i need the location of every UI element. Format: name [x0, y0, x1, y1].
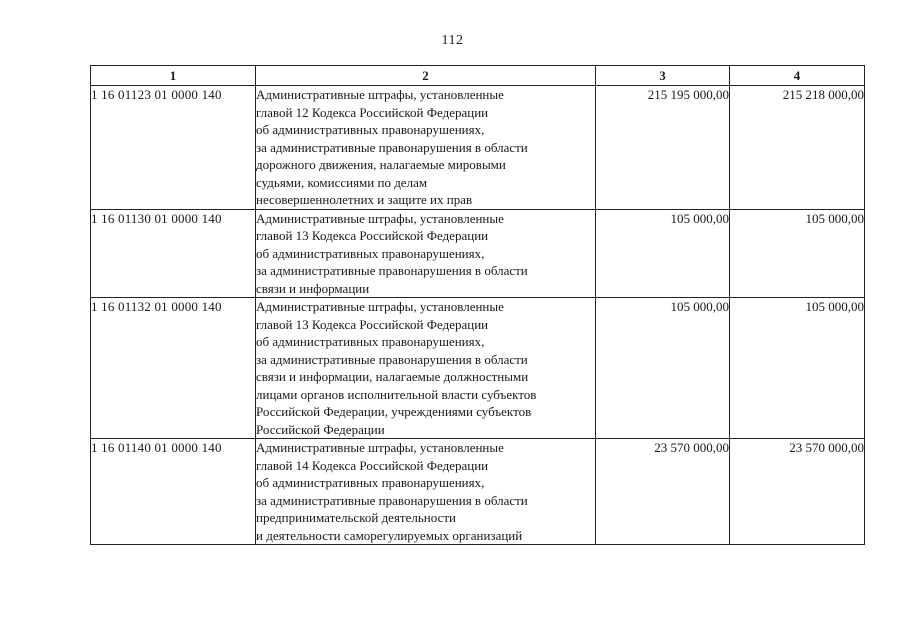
budget-classification-code: 1 16 01123 01 0000 140 [91, 86, 256, 210]
income-description [256, 86, 596, 210]
description-line: за административные правонарушения в области [256, 263, 528, 278]
table-row [91, 86, 865, 210]
amount-column-3: 23 570 000,00 [596, 439, 730, 545]
column-header-2: 2 [256, 66, 596, 86]
table-row [91, 209, 865, 298]
amount-column-3: 105 000,00 [596, 209, 730, 298]
description-line: дорожного движения, налагаемые мировыми [256, 157, 506, 172]
budget-classification-code: 1 16 01130 01 0000 140 [91, 209, 256, 298]
amount-column-4: 215 218 000,00 [730, 86, 865, 210]
amount-column-3: 105 000,00 [596, 298, 730, 439]
description-line: связи и информации [256, 280, 370, 296]
table-row [91, 298, 865, 439]
table-row [91, 439, 865, 545]
description-line: Российской Федерации [256, 421, 385, 437]
description-line: Административные штрафы, установленные [256, 299, 504, 314]
income-description [256, 298, 596, 439]
amount-column-3: 215 195 000,00 [596, 86, 730, 210]
description-line: об административных правонарушениях, [256, 475, 485, 490]
budget-classification-code: 1 16 01132 01 0000 140 [91, 298, 256, 439]
amount-column-4: 105 000,00 [730, 298, 865, 439]
description-line: об административных правонарушениях, [256, 245, 485, 261]
description-line: об административных правонарушениях, [256, 334, 485, 349]
description-line: Административные штрафы, установленные [256, 87, 504, 102]
income-description [256, 209, 596, 298]
description-line: главой 13 Кодекса Российской Федерации [256, 228, 489, 243]
description-line: лицами органов исполнительной власти субъектов [256, 386, 537, 402]
column-header-3: 3 [596, 66, 730, 86]
description-line: за административные правонарушения в области [256, 492, 528, 508]
description-line: главой 14 Кодекса Российской Федерации [256, 457, 489, 473]
amount-column-4: 23 570 000,00 [730, 439, 865, 545]
description-line: судьями, комиссиями по делам [256, 174, 428, 190]
description-line: Российской Федерации, учреждениями субъектов [256, 404, 532, 419]
description-line: связи и информации, налагаемые должностными [256, 369, 529, 384]
description-line: главой 13 Кодекса Российской Федерации [256, 316, 489, 332]
table-header-row [91, 66, 865, 86]
description-line: Административные штрафы, установленные [256, 210, 504, 226]
column-header-4: 4 [730, 66, 865, 86]
page-number: 112 [441, 33, 464, 48]
budget-table [90, 65, 865, 545]
description-line: и деятельности саморегулируемых организаций [256, 527, 523, 543]
description-line: главой 12 Кодекса Российской Федерации [256, 104, 489, 120]
amount-column-4: 105 000,00 [730, 209, 865, 298]
description-line: несовершеннолетних и защите их прав [256, 192, 473, 207]
description-line: Административные штрафы, установленные [256, 440, 504, 455]
budget-classification-code: 1 16 01140 01 0000 140 [91, 439, 256, 545]
column-header-1: 1 [91, 66, 256, 86]
description-line: за административные правонарушения в области [256, 351, 528, 367]
income-description [256, 439, 596, 545]
description-line: об административных правонарушениях, [256, 122, 485, 137]
description-line: предпринимательской деятельности [256, 510, 456, 525]
description-line: за административные правонарушения в области [256, 139, 528, 155]
table-body [91, 86, 865, 545]
